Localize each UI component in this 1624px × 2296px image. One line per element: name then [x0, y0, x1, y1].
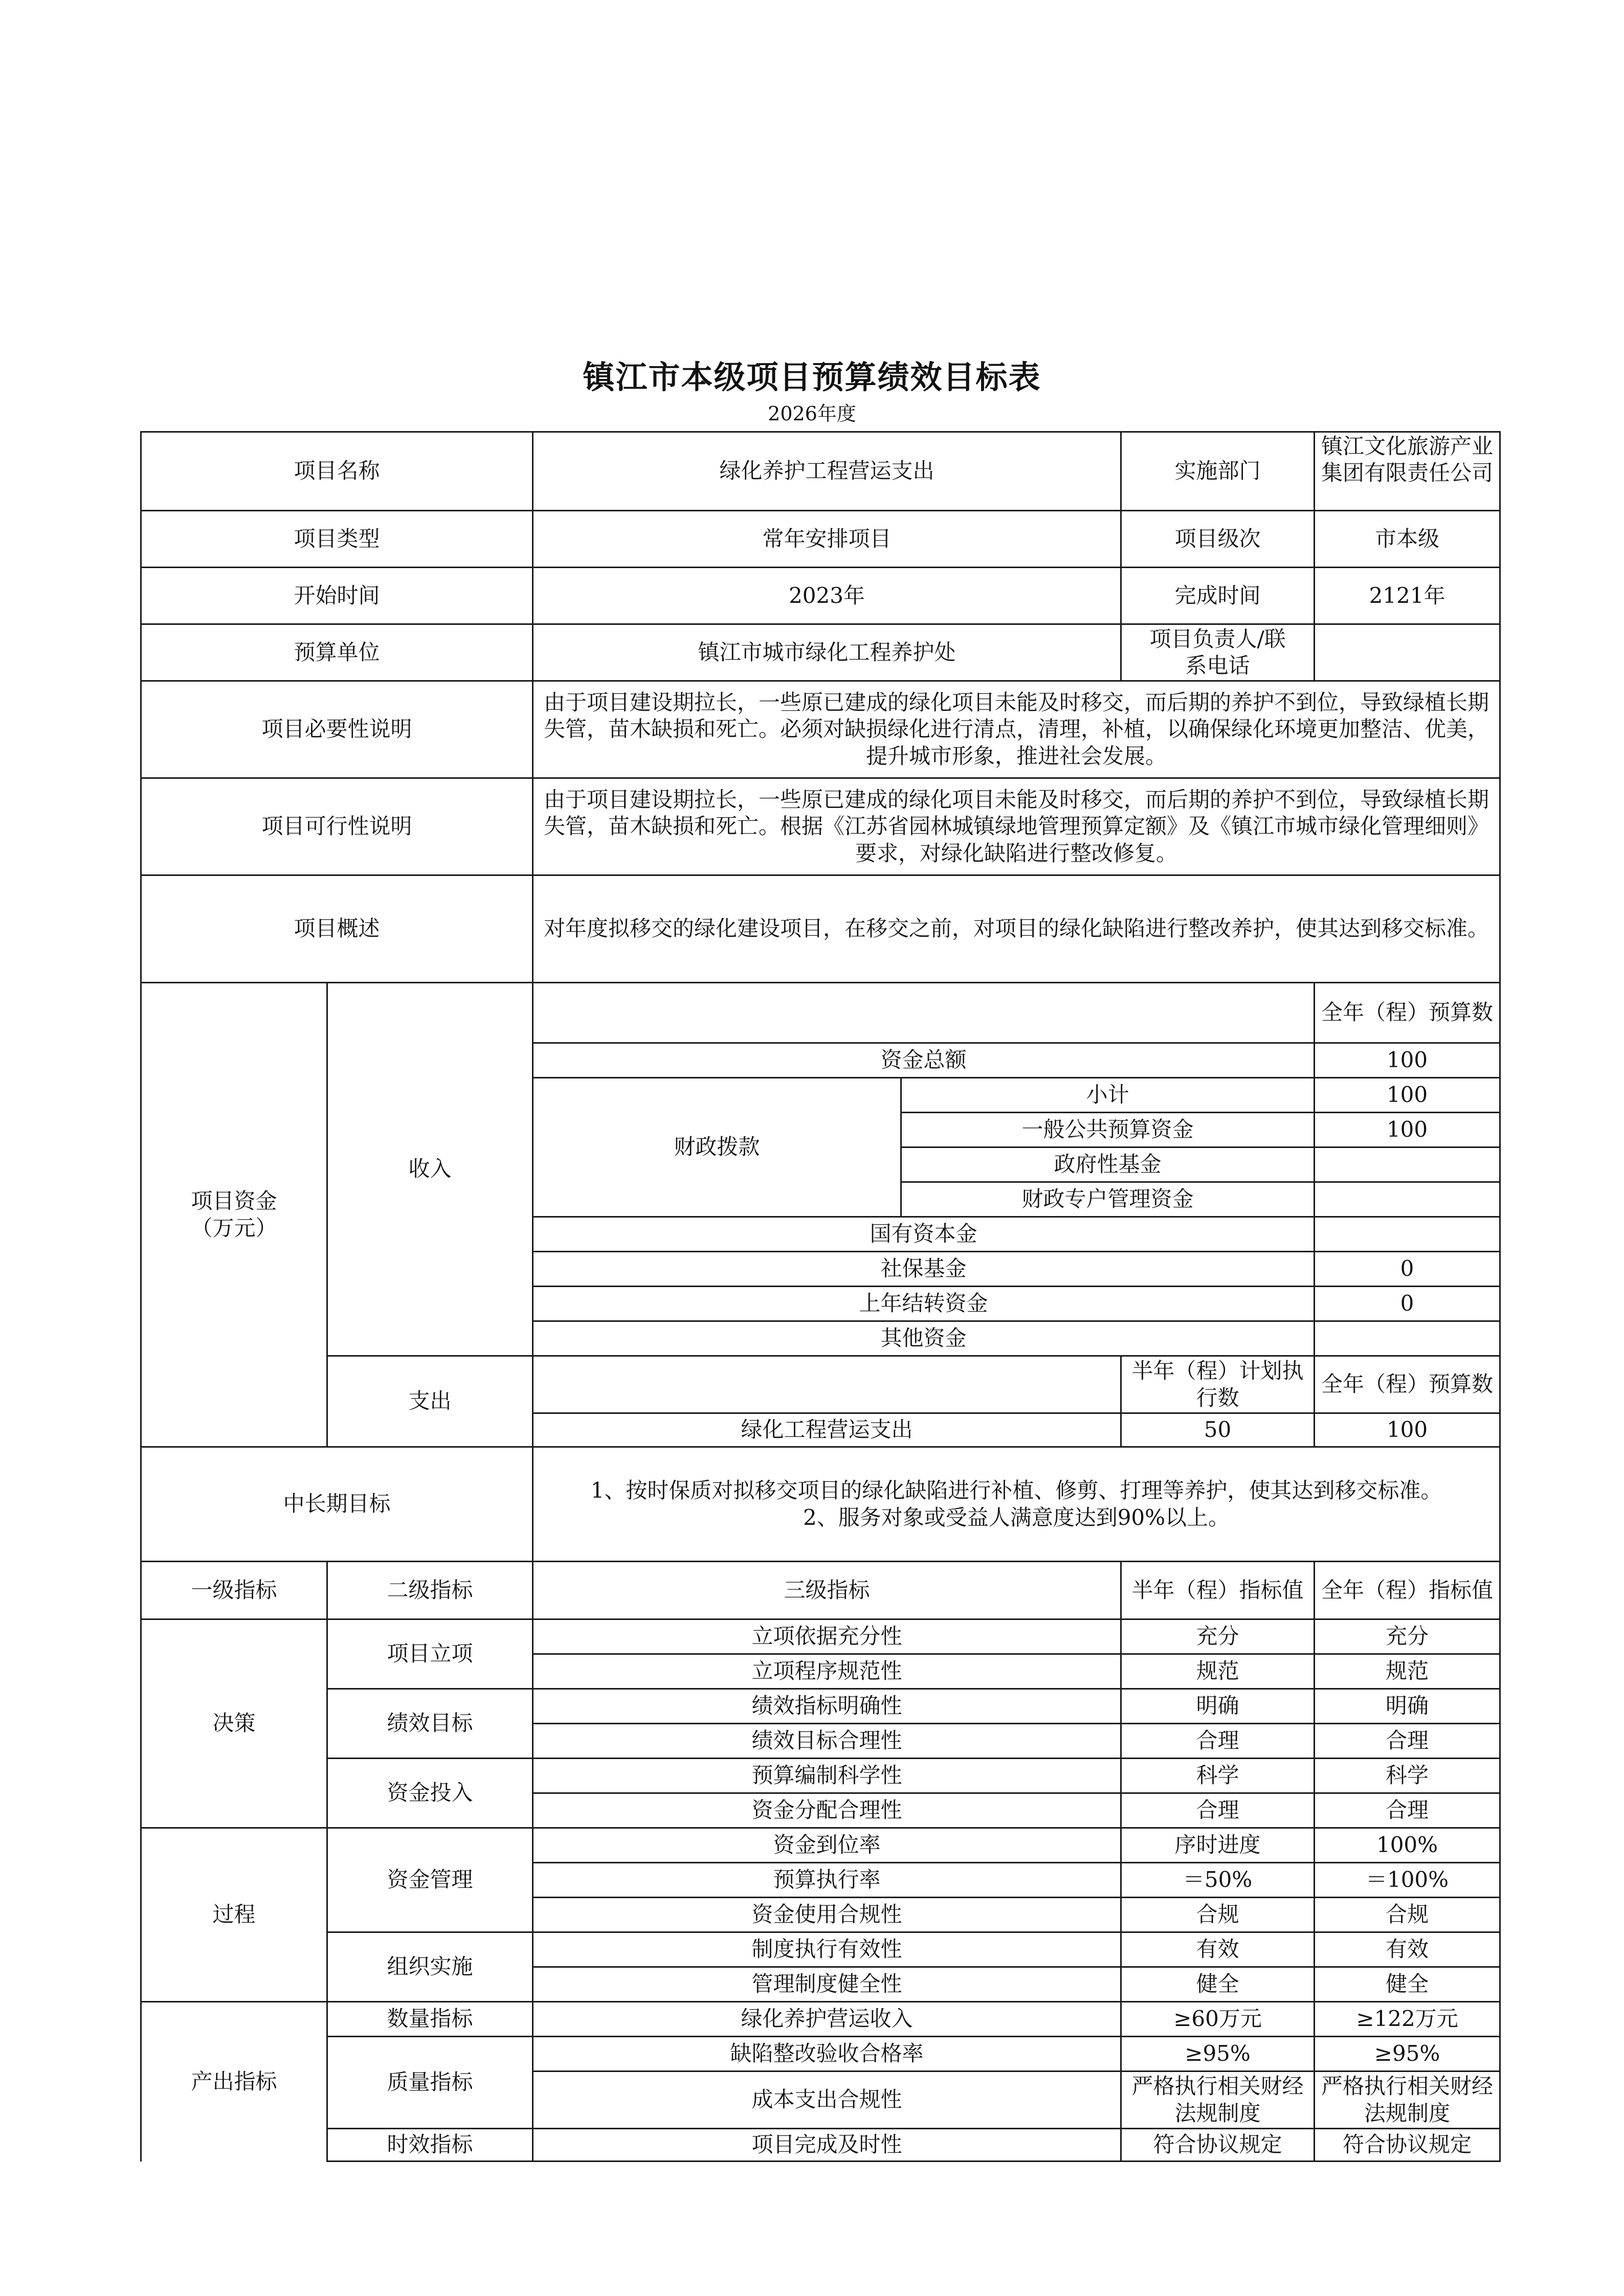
expense-header-blank: [533, 1356, 1121, 1413]
level3-header: 三级指标: [533, 1562, 1121, 1619]
decision-label: 决策: [141, 1619, 327, 1828]
indicator-full: 健全: [1315, 1967, 1500, 2002]
annual-budget-header: 全年（程）预算数: [1315, 983, 1500, 1043]
indicator-full: 合规: [1315, 1898, 1500, 1932]
subtotal-value: 100: [1315, 1078, 1500, 1113]
social-value: 0: [1315, 1252, 1500, 1287]
indicator-name: 预算执行率: [533, 1863, 1121, 1898]
indicator-name: 立项程序规范性: [533, 1654, 1121, 1689]
indicator-half: 明确: [1121, 1689, 1315, 1724]
gov-fund-label: 政府性基金: [901, 1147, 1315, 1182]
subtotal-label: 小计: [901, 1078, 1315, 1113]
indicator-full: ＝100%: [1315, 1863, 1500, 1898]
expense-annual-header: 全年（程）预算数: [1315, 1356, 1500, 1413]
state-capital-label: 国有资本金: [533, 1217, 1315, 1252]
row-project-type: [141, 511, 1500, 568]
general-value: 100: [1315, 1113, 1500, 1147]
indicator-full: 合理: [1315, 1793, 1500, 1828]
funds-label: 项目资金（万元）: [141, 983, 327, 1447]
expense-full-value: 100: [1315, 1413, 1500, 1447]
fiscal-label: 财政拨款: [533, 1078, 901, 1217]
indicator-half: ≥95%: [1121, 2037, 1315, 2072]
indicator-name: 绿化养护营运收入: [533, 2002, 1121, 2037]
table-row: [141, 1689, 1500, 1724]
total-label: 资金总额: [533, 1043, 1315, 1078]
row-funds-header: [141, 983, 1500, 1043]
table-row: [141, 2037, 1500, 2072]
indicator-half: 严格执行相关财经法规制度: [1121, 2072, 1315, 2129]
expense-label: 支出: [327, 1356, 533, 1447]
dept-cell: [1315, 432, 1500, 511]
feasibility-text: 由于项目建设期拉长，一些原已建成的绿化项目未能及时移交，而后期的养护不到位，导致绿植长期失管，苗木缺损和死亡。根据《江苏省园林城镇绿地管理预算定额》及《镇江市城市绿化管理细则》要求，对绿化缺陷进行整改修复。: [533, 778, 1500, 875]
indicator-full: 科学: [1315, 1759, 1500, 1793]
row-overview: [141, 875, 1500, 983]
table-row: [141, 1932, 1500, 1967]
necessity-text: 由于项目建设期拉长，一些原已建成的绿化项目未能及时移交，而后期的养护不到位，导致绿植长期失管，苗木缺损和死亡。必须对缺损绿化进行清点，清理，补植，以确保绿化环境更加整洁、优美，提升城市形象，推进社会发展。: [533, 681, 1500, 778]
end-label: 完成时间: [1121, 568, 1315, 624]
indicator-half: ＝50%: [1121, 1863, 1315, 1898]
group-time: 时效指标: [327, 2129, 533, 2162]
special-value: [1315, 1182, 1500, 1217]
group-target: 绩效目标: [327, 1689, 533, 1759]
indicator-half: 合理: [1121, 1793, 1315, 1828]
indicator-name: 制度执行有效性: [533, 1932, 1121, 1967]
end-value: 2121年: [1315, 568, 1500, 624]
full-value-header: 全年（程）指标值: [1315, 1562, 1500, 1619]
start-label: 开始时间: [141, 568, 533, 624]
page-title: 镇江市本级项目预算绩效目标表: [583, 358, 1041, 396]
indicator-half: 符合协议规定: [1121, 2129, 1315, 2162]
indicator-name: 资金使用合规性: [533, 1898, 1121, 1932]
process-label: 过程: [141, 1828, 327, 2002]
indicator-half: 有效: [1121, 1932, 1315, 1967]
expense-half-value: 50: [1121, 1413, 1315, 1447]
row-dates: [141, 568, 1500, 624]
fiscal-year: 2026年度: [768, 402, 856, 425]
type-value: 常年安排项目: [533, 511, 1121, 568]
indicator-half: 规范: [1121, 1654, 1315, 1689]
indicator-name: 绩效目标合理性: [533, 1724, 1121, 1759]
table-row: [141, 2129, 1500, 2162]
output-label: 产出指标: [141, 2002, 327, 2162]
indicator-half: 合理: [1121, 1724, 1315, 1759]
dept-value: 镇江文化旅游产业集团有限责任公司: [1321, 433, 1494, 485]
carryover-label: 上年结转资金: [533, 1287, 1315, 1321]
performance-target-table: [140, 431, 1501, 2162]
indicator-name: 资金到位率: [533, 1828, 1121, 1863]
row-expense-header: [141, 1356, 1500, 1413]
indicator-half: 充分: [1121, 1619, 1315, 1654]
group-qty: 数量指标: [327, 2002, 533, 2037]
overview-label: 项目概述: [141, 875, 533, 983]
indicator-full: 100%: [1315, 1828, 1500, 1863]
general-label: 一般公共预算资金: [901, 1113, 1315, 1147]
gov-fund-value: [1315, 1147, 1500, 1182]
indicator-name: 资金分配合理性: [533, 1793, 1121, 1828]
goals-cell: [533, 1447, 1500, 1562]
group-invest: 资金投入: [327, 1759, 533, 1828]
level2-header: 二级指标: [327, 1562, 533, 1619]
table-row: [141, 1619, 1500, 1654]
table-row: [141, 2002, 1500, 2037]
goal-line-1: 1、按时保质对拟移交项目的绿化缺陷进行补植、修剪、打理等养护，使其达到移交标准。: [590, 1478, 1442, 1503]
indicator-full: ≥95%: [1315, 2037, 1500, 2072]
social-label: 社保基金: [533, 1252, 1315, 1287]
funds-header-blank: [533, 983, 1315, 1043]
special-label: 财政专户管理资金: [901, 1182, 1315, 1217]
indicator-name: 项目完成及时性: [533, 2129, 1121, 2162]
table-row: [141, 1759, 1500, 1793]
project-name-label: 项目名称: [141, 432, 533, 511]
level-value: 市本级: [1315, 511, 1500, 568]
group-setup: 项目立项: [327, 1619, 533, 1689]
contact-label: 项目负责人/联系电话: [1121, 624, 1315, 681]
dept-label: 实施部门: [1121, 432, 1315, 511]
group-org: 组织实施: [327, 1932, 533, 2002]
half-value-header: 半年（程）指标值: [1121, 1562, 1315, 1619]
other-value: [1315, 1321, 1500, 1356]
level1-header: 一级指标: [141, 1562, 327, 1619]
indicator-name: 绩效指标明确性: [533, 1689, 1121, 1724]
total-value: 100: [1315, 1043, 1500, 1078]
indicator-full: 严格执行相关财经法规制度: [1315, 2072, 1500, 2129]
indicator-name: 缺陷整改验收合格率: [533, 2037, 1121, 2072]
indicator-half: 合规: [1121, 1898, 1315, 1932]
income-label: 收入: [327, 983, 533, 1356]
indicator-full: 充分: [1315, 1619, 1500, 1654]
table-row: [141, 1828, 1500, 1863]
necessity-label: 项目必要性说明: [141, 681, 533, 778]
start-value: 2023年: [533, 568, 1121, 624]
indicator-full: ≥122万元: [1315, 2002, 1500, 2037]
goals-label: 中长期目标: [141, 1447, 533, 1562]
group-fundmgmt: 资金管理: [327, 1828, 533, 1932]
indicator-full: 规范: [1315, 1654, 1500, 1689]
indicator-full: 符合协议规定: [1315, 2129, 1500, 2162]
indicator-full: 合理: [1315, 1724, 1500, 1759]
indicator-full: 明确: [1315, 1689, 1500, 1724]
group-quality: 质量指标: [327, 2037, 533, 2129]
type-label: 项目类型: [141, 511, 533, 568]
indicator-name: 成本支出合规性: [533, 2072, 1121, 2129]
half-plan-header: 半年（程）计划执行数: [1121, 1356, 1315, 1413]
unit-value: 镇江市城市绿化工程养护处: [533, 624, 1121, 681]
level-label: 项目级次: [1121, 511, 1315, 568]
feasibility-label: 项目可行性说明: [141, 778, 533, 875]
project-name-value: 绿化养护工程营运支出: [533, 432, 1121, 511]
indicator-name: 立项依据充分性: [533, 1619, 1121, 1654]
indicator-half: ≥60万元: [1121, 2002, 1315, 2037]
row-budget-unit: [141, 624, 1500, 681]
overview-text: 对年度拟移交的绿化建设项目，在移交之前，对项目的绿化缺陷进行整改养护，使其达到移交标准。: [533, 875, 1500, 983]
indicator-name: 预算编制科学性: [533, 1759, 1121, 1793]
contact-value: [1315, 624, 1500, 681]
row-indicator-header: [141, 1562, 1500, 1619]
expense-item-label: 绿化工程营运支出: [533, 1413, 1121, 1447]
indicator-name: 管理制度健全性: [533, 1967, 1121, 2002]
row-project-name: [141, 432, 1500, 511]
indicator-half: 健全: [1121, 1967, 1315, 2002]
row-necessity: [141, 681, 1500, 778]
indicator-half: 科学: [1121, 1759, 1315, 1793]
row-feasibility: [141, 778, 1500, 875]
row-goals: [141, 1447, 1500, 1562]
indicator-half: 序时进度: [1121, 1828, 1315, 1863]
state-capital-value: [1315, 1217, 1500, 1252]
unit-label: 预算单位: [141, 624, 533, 681]
indicator-full: 有效: [1315, 1932, 1500, 1967]
other-label: 其他资金: [533, 1321, 1315, 1356]
goal-line-2: 2、服务对象或受益人满意度达到90%以上。: [803, 1504, 1230, 1530]
carryover-value: 0: [1315, 1287, 1500, 1321]
